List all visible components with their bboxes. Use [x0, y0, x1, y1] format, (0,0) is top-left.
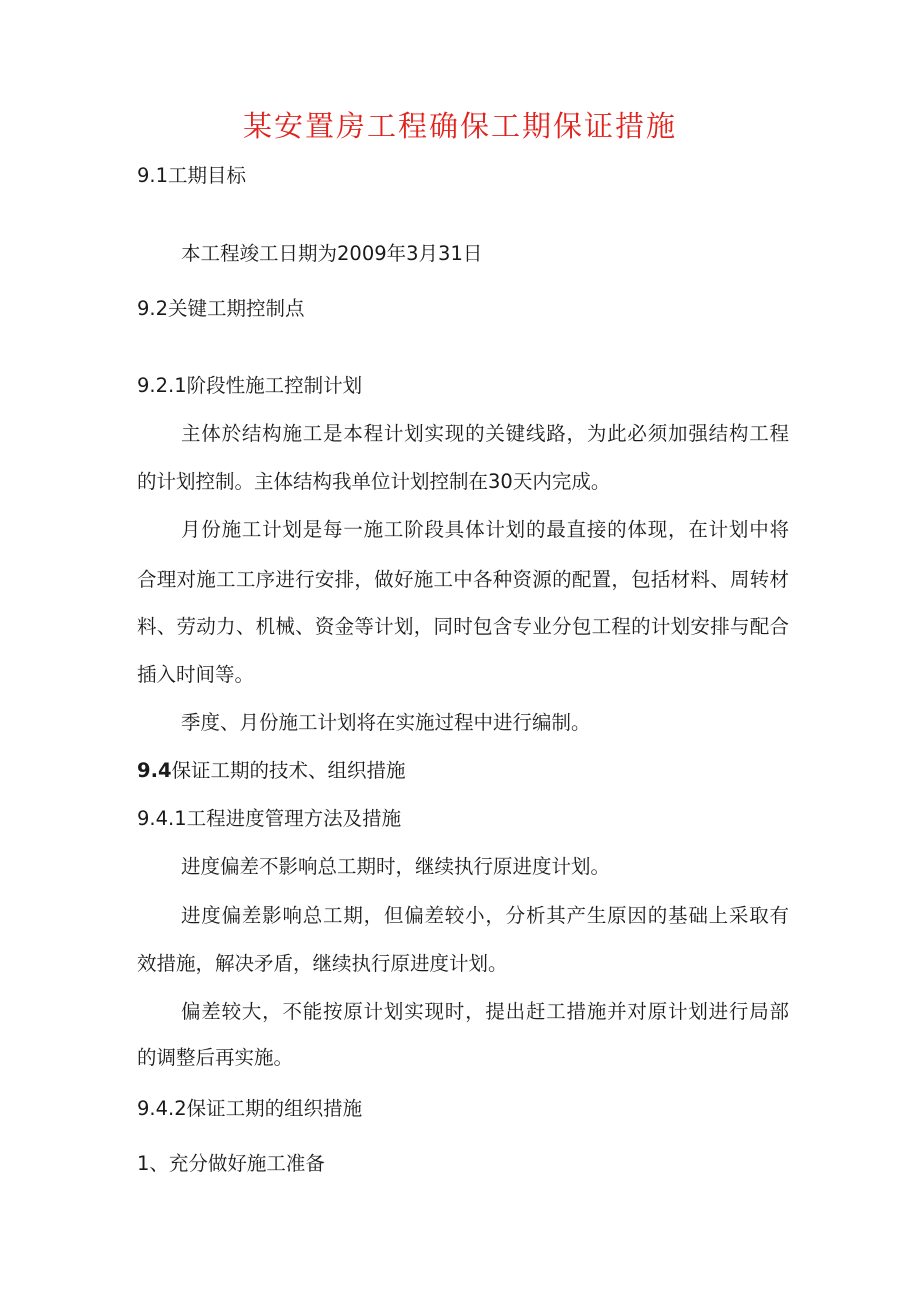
section-9-2-1-heading: 9.2.1阶段性施工控制计划 [137, 374, 363, 397]
section-9-4-2-heading: 9.4.2保证工期的组织措施 [137, 1097, 363, 1120]
paragraph-4-line-1: 进度偏差不影响总工期时，继续执行原进度计划。 [181, 855, 611, 878]
document-title: 某安置房工程确保工期保证措施 [242, 109, 677, 143]
paragraph-6-line-2: 的调整后再实施。 [137, 1046, 294, 1069]
section-9-4-heading [137, 757, 406, 785]
section-9-1-heading: 9.1工期目标 [137, 164, 247, 187]
paragraph-6-line-1: 偏差较大，不能按原计划实现时，提出赶工措施并对原计划进行局部 [181, 1000, 789, 1023]
paragraph-1-line-2: 的计划控制。主体结构我单位计划控制在30天内完成。 [137, 470, 611, 493]
section-9-4-text: 保证工期的技术、组织措施 [171, 759, 406, 782]
paragraph-5-line-2: 效措施，解决矛盾，继续执行原进度计划。 [137, 952, 508, 975]
paragraph-2-line-4: 插入时间等。 [137, 663, 255, 686]
paragraph-3-line-1: 季度、月份施工计划将在实施过程中进行编制。 [181, 711, 591, 734]
paragraph-2-line-1: 月份施工计划是每一施工阶段具体计划的最直接的体现，在计划中将 [181, 518, 789, 541]
list-item-1: 1、充分做好施工准备 [137, 1152, 325, 1175]
section-9-4-1-heading: 9.4.1工程进度管理方法及措施 [137, 807, 402, 830]
paragraph-1-line-1: 主体於结构施工是本程计划实现的关键线路，为此必须加强结构工程 [181, 422, 789, 445]
section-9-2-heading: 9.2关键工期控制点 [137, 297, 305, 320]
paragraph-2-line-2: 合理对施工工序进行安排，做好施工中各种资源的配置，包括材料、周转材 [137, 568, 789, 591]
paragraph-5-line-1: 进度偏差影响总工期，但偏差较小，分析其产生原因的基础上采取有 [181, 904, 789, 927]
section-9-1-body: 本工程竣工日期为2009年3月31日 [181, 242, 483, 265]
section-9-4-number: 9.4 [137, 759, 172, 782]
paragraph-2-line-3: 料、劳动力、机械、资金等计划，同时包含专业分包工程的计划安排与配合 [137, 615, 789, 638]
